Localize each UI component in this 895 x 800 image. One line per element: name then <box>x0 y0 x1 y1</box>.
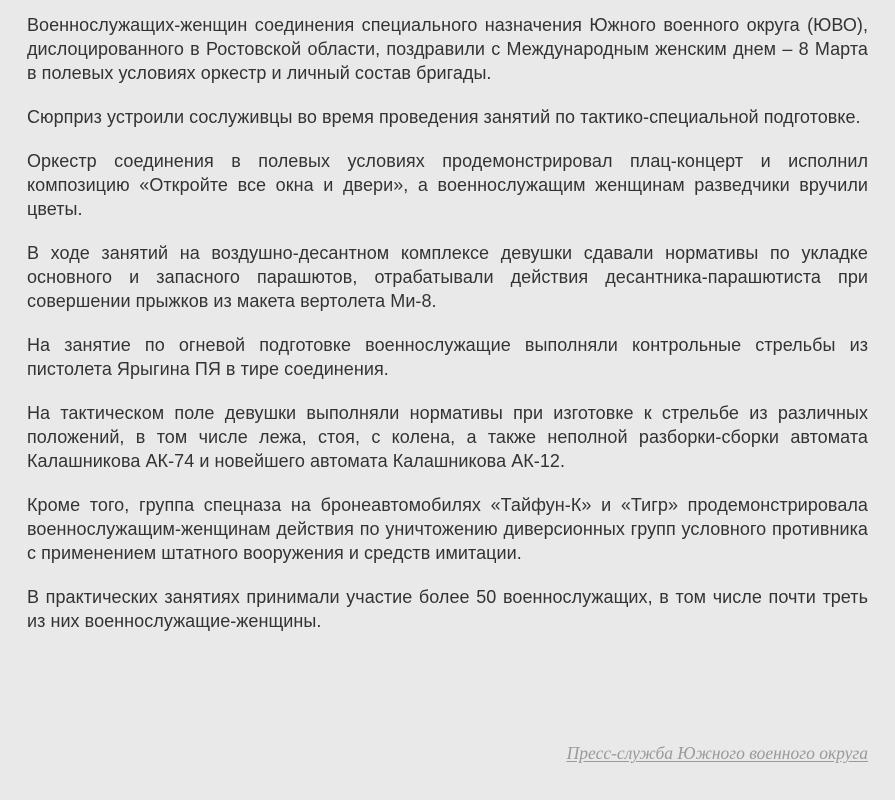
paragraph-spetsnaz: Кроме того, группа спецназа на бронеавтомобилях «Тайфун-К» и «Тигр» продемонстрировала военнослужащим-женщинам действия по уничтожению диверсионных групп условного противника с применением штатного вооружения и средств имитации. <box>27 495 868 563</box>
paragraph-airborne: В ходе занятий на воздушно-десантном комплексе девушки сдавали нормативы по укладке основного и запасного парашютов, отрабатывали действия десантника-парашютиста при совершении прыжков из макета вертолета Ми-8. <box>27 243 868 311</box>
paragraph-surprise: Сюрприз устроили сослуживцы во время проведения занятий по тактико-специальной подготовке. <box>27 107 861 127</box>
paragraph-firing: На занятие по огневой подготовке военнослужащие выполняли контрольные стрельбы из пистолета Ярыгина ПЯ в тире соединения. <box>27 335 868 379</box>
paragraph-tactical: На тактическом поле девушки выполняли нормативы при изготовке к стрельбе из различных положений, в том числе лежа, стоя, с колена, а также неполной разборки-сборки автомата Калашникова АК-74 и новейшего автомата Калашникова АК-12. <box>27 403 868 471</box>
paragraph-orchestra: Оркестр соединения в полевых условиях продемонстрировал плац-концерт и исполнил композицию «Откройте все окна и двери», а военнослужащим женщинам разведчики вручили цветы. <box>27 151 868 219</box>
paragraph-participants: В практических занятиях принимали участие более 50 военнослужащих, в том числе почти треть из них военнослужащие-женщины. <box>27 587 868 631</box>
paragraph-intro: Военнослужащих-женщин соединения специального назначения Южного военного округа (ЮВО), дислоцированного в Ростовской области, поздравили с Международным женским днем – 8 Марта в полевых условиях оркестр и личный состав бригады. <box>27 15 868 83</box>
press-service-link[interactable]: Пресс-служба Южного военного округа <box>566 743 868 763</box>
